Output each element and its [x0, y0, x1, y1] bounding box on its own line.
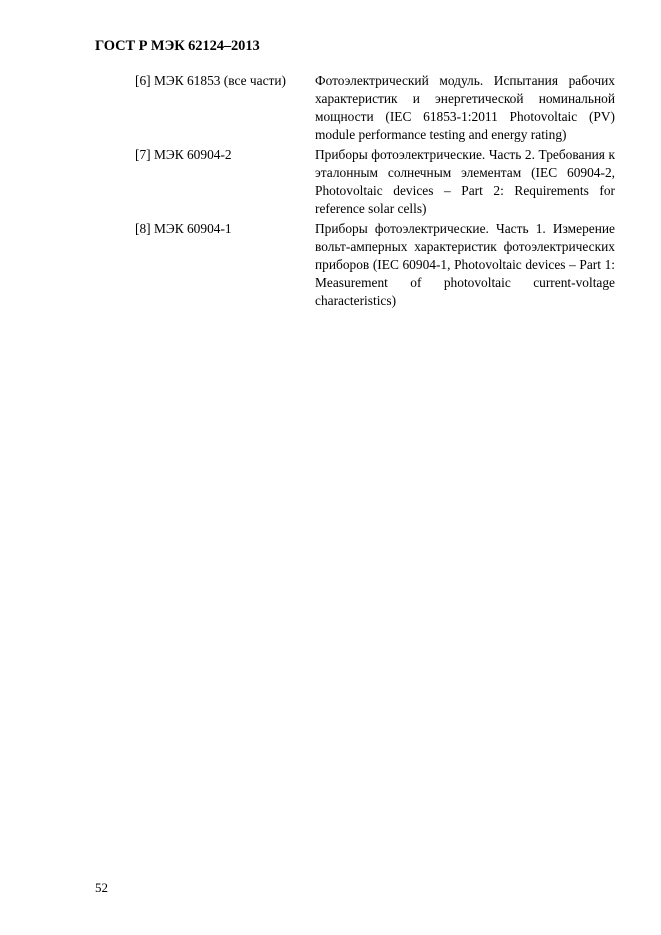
- page-number: 52: [95, 880, 108, 895]
- page-title: ГОСТ Р МЭК 62124–2013: [95, 38, 260, 54]
- reference-text: Фотоэлектрический модуль. Испытания рабочих характеристик и энергетической номинальной мощности (IEC 61853-1:2011 Photovoltaic (PV) module performance testing and energy rating): [315, 73, 615, 142]
- reference-label: [6] МЭК 61853 (все части): [135, 73, 287, 88]
- reference-text: Приборы фотоэлектрические. Часть 2. Требования к эталонным солнечным элементам (IEC 60904-2, Photovoltaic devices – Part 2: Requirements for reference solar cells): [315, 147, 615, 216]
- reference-label: [7] МЭК 60904-2: [135, 147, 232, 162]
- reference-label: [8] МЭК 60904-1: [135, 221, 232, 236]
- reference-text: Приборы фотоэлектрические. Часть 1. Измерение вольт-амперных характеристик фотоэлектрических приборов (IEC 60904-1, Photovoltaic devices – Part 1: Measurement of photovoltaic current-voltage characteristics): [315, 221, 615, 308]
- reference-item: [135, 72, 615, 144]
- reference-item: [135, 146, 615, 218]
- bibliography-list: [135, 72, 615, 312]
- reference-item: [135, 220, 615, 310]
